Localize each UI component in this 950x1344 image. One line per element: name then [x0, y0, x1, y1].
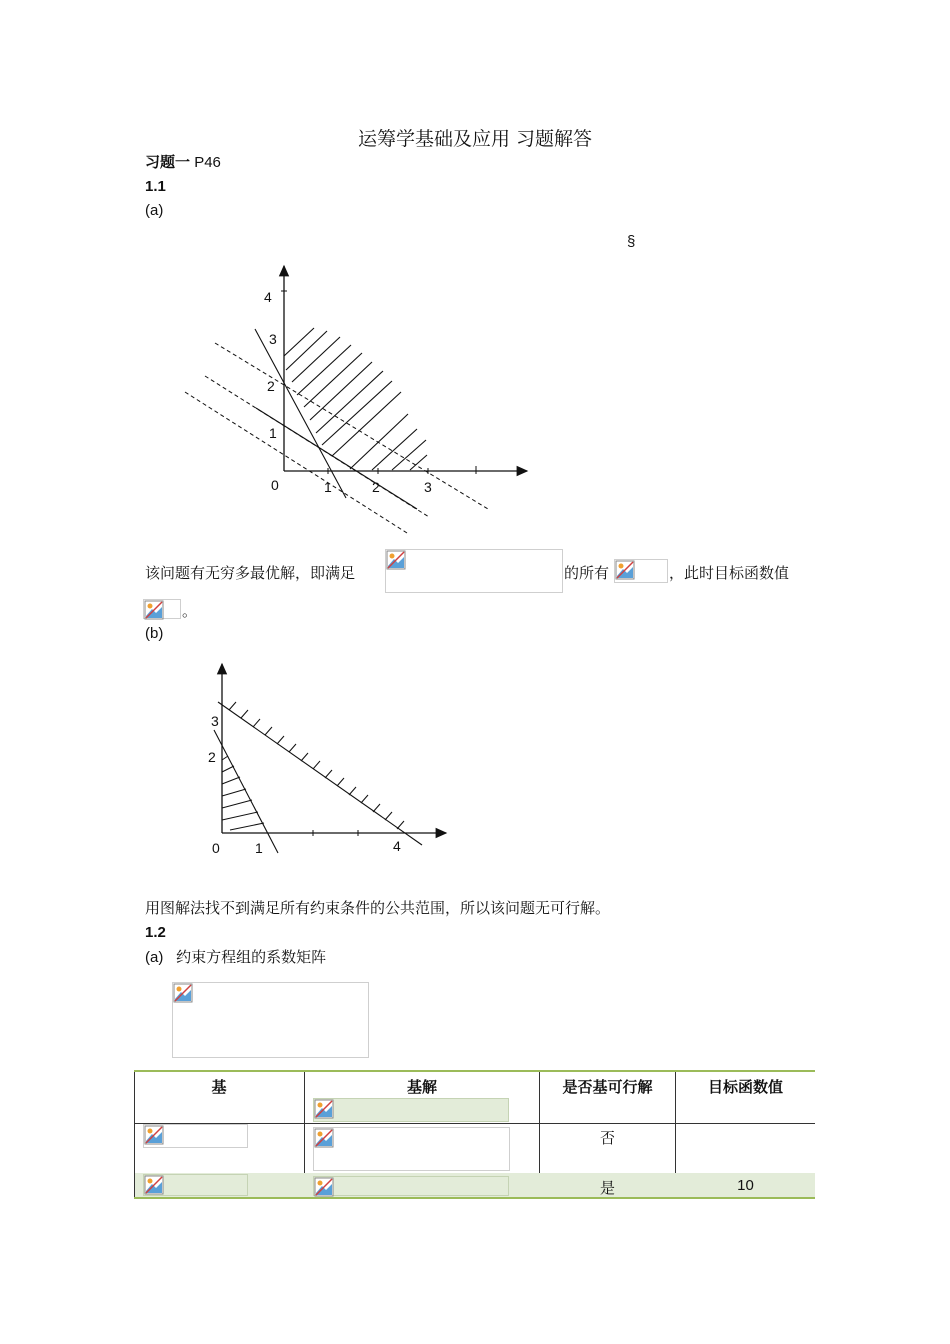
broken-image-icon	[314, 1177, 334, 1197]
section-1-1-heading: 1.1	[145, 178, 166, 195]
chapter-page: P46	[194, 154, 221, 171]
broken-image-icon	[144, 1125, 164, 1145]
fig-a-x-tick-2: 2	[372, 479, 380, 495]
fig-a-x-tick-3: 3	[424, 479, 432, 495]
section-1-2-heading: 1.2	[145, 924, 166, 941]
section-mark: §	[627, 233, 636, 250]
lower-hatching	[222, 756, 264, 830]
answer-a-text-1: 该问题有无穷多最优解，即满足	[145, 564, 356, 582]
variable-image-placeholder	[614, 559, 668, 583]
fig-b-x-tick-4: 4	[393, 838, 401, 854]
fig-a-x-tick-0: 0	[271, 477, 279, 493]
page-title: 运筹学基础及应用 习题解答	[357, 128, 593, 150]
answer-b-text: 用图解法找不到满足所有约束条件的公共范围，所以该问题无可行解。	[145, 899, 611, 917]
coefficient-matrix-image-placeholder	[172, 982, 369, 1058]
constraint-line-1	[255, 329, 346, 498]
row2-basis-image-placeholder	[143, 1174, 248, 1196]
figure-a-graph	[0, 0, 950, 560]
row2-objective-value: 10	[737, 1177, 754, 1194]
header-solution-image-placeholder	[313, 1098, 509, 1122]
fig-a-y-tick-2: 2	[267, 378, 275, 394]
row1-basis-image-placeholder	[143, 1124, 248, 1148]
broken-image-icon	[314, 1099, 334, 1119]
header-basis: 基	[211, 1079, 227, 1096]
header-feasible: 是否基可行解	[562, 1079, 653, 1096]
equation-image-placeholder	[385, 549, 563, 593]
constraint-line-upper	[218, 702, 422, 845]
part-a-label: (a)	[145, 202, 164, 219]
answer-a-text-3: ，此时目标函数值	[669, 564, 790, 582]
row2-feasible: 是	[599, 1179, 615, 1197]
part-b-label: (b)	[145, 625, 164, 642]
answer-a-text-2: 的所有	[564, 564, 610, 582]
broken-image-icon	[144, 600, 164, 620]
row2-solution-image-placeholder	[313, 1176, 509, 1196]
figure-b-graph	[0, 650, 950, 870]
row1-feasible: 否	[599, 1129, 615, 1147]
fig-b-y-tick-2: 2	[208, 749, 216, 765]
broken-image-icon	[615, 560, 635, 580]
basic-solutions-table	[134, 1072, 815, 1197]
answer-a-line-1	[145, 563, 355, 583]
row1-solution-image-placeholder	[313, 1127, 510, 1171]
table-bottom-border	[134, 1197, 815, 1199]
fig-a-y-tick-1: 1	[269, 425, 277, 441]
value-image-placeholder	[143, 599, 181, 619]
fig-a-y-tick-4: 4	[264, 289, 272, 305]
header-objective-value: 目标函数值	[707, 1079, 783, 1096]
part-1-2-a	[145, 947, 326, 968]
chapter-name: 习题一	[145, 153, 191, 171]
fig-b-x-tick-1: 1	[255, 840, 263, 856]
fig-a-y-tick-3: 3	[269, 331, 277, 347]
part-1-2-a-text: 约束方程组的系数矩阵	[176, 948, 327, 966]
broken-image-icon	[144, 1175, 164, 1195]
fig-b-x-tick-0: 0	[212, 840, 220, 856]
broken-image-icon	[173, 983, 193, 1003]
objective-lines	[185, 343, 488, 533]
feasible-region-hatching	[284, 328, 427, 470]
broken-image-icon	[386, 550, 406, 570]
fig-a-x-tick-1: 1	[324, 479, 332, 495]
broken-image-icon	[314, 1128, 334, 1148]
answer-a-text-4: 。	[182, 602, 198, 620]
header-basic-solution: 基解	[406, 1079, 437, 1096]
fig-b-y-tick-3: 3	[211, 713, 219, 729]
part-1-2-a-label: (a)	[145, 949, 164, 966]
constraint-line-lower	[214, 730, 278, 853]
